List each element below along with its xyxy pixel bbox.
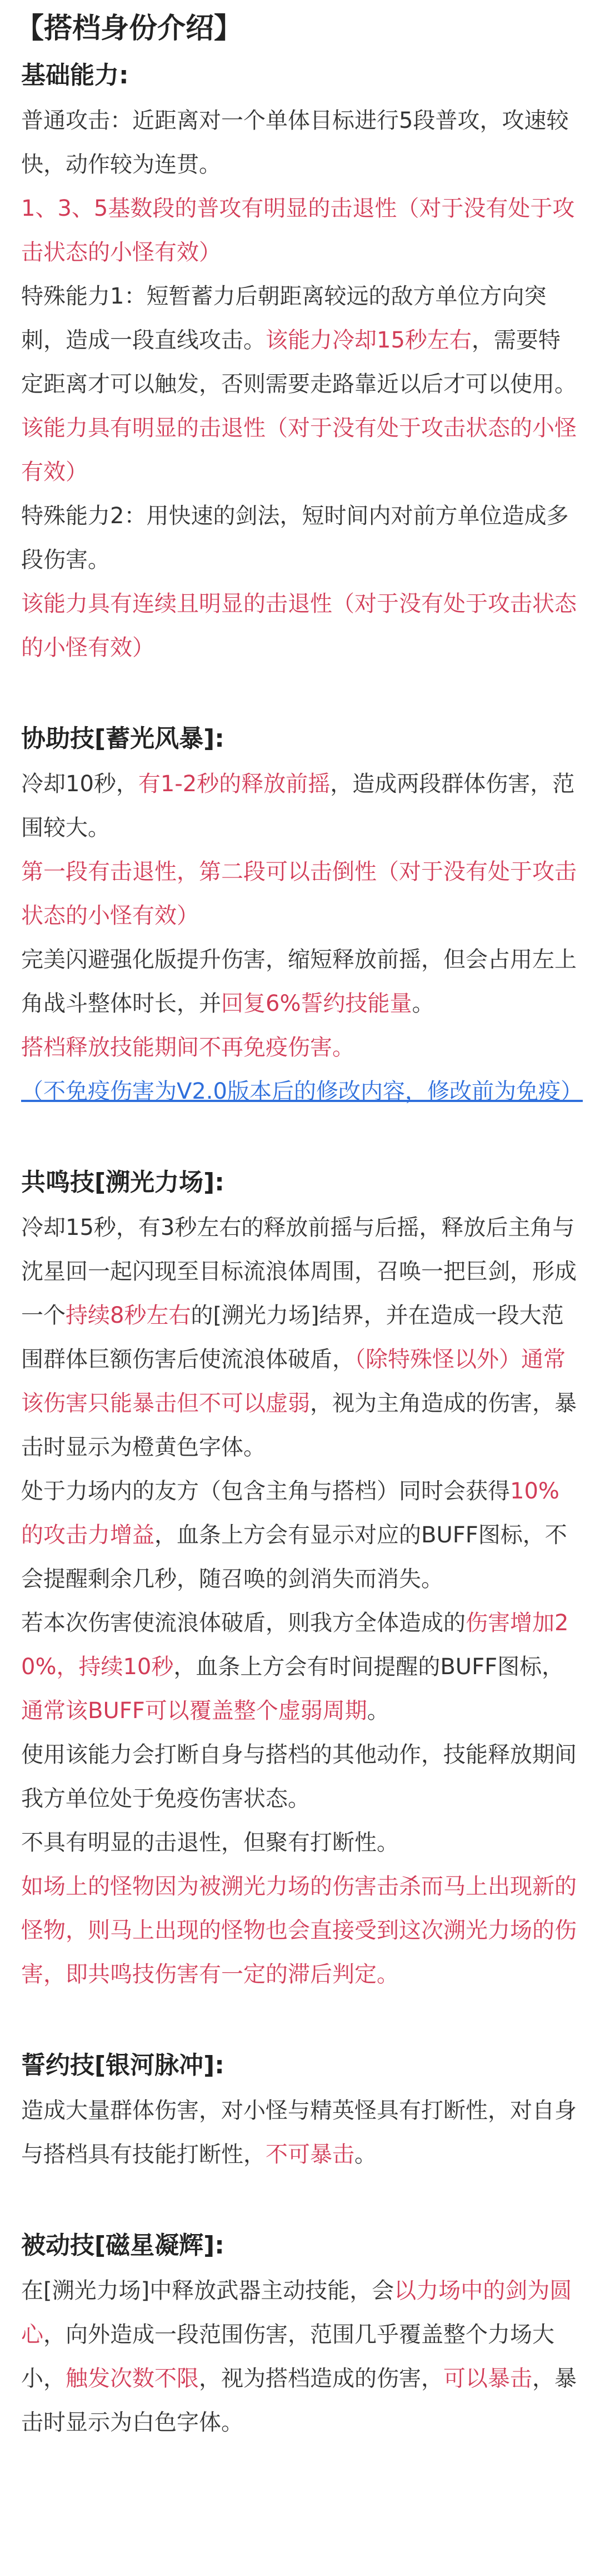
resonance-description	[21, 1206, 579, 1470]
text-run: ，向外造成一段范围伤害，范围几乎覆盖整个力场大小，	[21, 2322, 554, 2391]
text-run: 完美闪避强化版提升伤害，缩短释放前摇，但会占用左上角战斗整体时长，并	[21, 947, 577, 1016]
section-heading-basic: 基础能力:	[21, 61, 129, 90]
basic-normal-attack: 普通攻击：近距离对一个单体目标进行5段普攻，攻速较快，动作较为连贯。	[21, 108, 569, 177]
text-run: 若本次伤害使流浪体破盾，则我方全体造成的	[21, 1610, 466, 1636]
text-run: 冷却10秒，	[21, 771, 138, 797]
highlight-text: 有1-2秒的释放前摇	[138, 771, 331, 797]
section-heading-assist: 协助技[蓄光风暴]:	[21, 724, 224, 753]
resonance-knockback: 不具有明显的击退性，但聚有打断性。	[21, 1830, 399, 1855]
highlight-text: 10%的攻击力增益	[21, 1478, 559, 1548]
resonance-break-buff	[21, 1601, 579, 1733]
text-run: ，血条上方会有时间提醒的BUFF图标，	[173, 1654, 564, 1680]
highlight-text: 通常该BUFF可以覆盖整个虚弱周期	[21, 1698, 367, 1724]
text-run: ，血条上方会有显示对应的BUFF图标，不会提醒剩余几秒，随召唤的剑消失而消失。	[21, 1522, 567, 1592]
text-run: 冷却15秒，有3秒左右的释放前摇与后摇，释放后主角与沈星回一起闪现至目标流浪体周围，召唤一把巨剑，形成一个	[21, 1215, 577, 1328]
basic-special-2: 特殊能力2：用快速的剑法，短时间内对前方单位造成多段伤害。	[21, 503, 569, 573]
basic-knockback-note: 1、3、5基数段的普攻有明显的击退性（对于没有处于攻击状态的小怪有效）	[21, 196, 575, 265]
highlight-text: 伤害增加20%，持续10秒	[21, 1610, 569, 1680]
oath-description	[21, 2089, 579, 2177]
section-heading-oath: 誓约技[银河脉冲]:	[21, 2051, 224, 2079]
text-run: ，造成两段群体伤害，范围较大。	[21, 771, 575, 841]
section-heading-resonance: 共鸣技[溯光力场]:	[21, 1168, 224, 1197]
section-heading-passive: 被动技[磁星凝辉]:	[21, 2231, 224, 2260]
text-run: 处于力场内的友方（包含主角与搭档）同时会获得	[21, 1478, 510, 1504]
text-run: 造成大量群体伤害，对小怪与精英怪具有打断性，对自身与搭档具有技能打断性，	[21, 2098, 577, 2167]
highlight-text: 可以暴击	[443, 2366, 532, 2391]
text-run: ，暴击时显示为白色字体。	[21, 2366, 577, 2435]
passive-description	[21, 2269, 579, 2445]
spacer	[21, 1114, 579, 1159]
assist-version-link[interactable]: （不免疫伤害为V2.0版本后的修改内容，修改前为免疫）	[21, 1079, 583, 1104]
basic-special-2-note: 该能力具有连续且明显的击退性（对于没有处于攻击状态的小怪有效）	[21, 591, 577, 661]
text-run: 在[溯光力场]中释放武器主动技能，会	[21, 2278, 394, 2304]
highlight-text: 以力场中的剑为圆心	[21, 2278, 572, 2347]
spacer	[21, 670, 579, 716]
resonance-interrupt: 使用该能力会打断自身与搭档的其他动作，技能释放期间我方单位处于免疫伤害状态。	[21, 1742, 577, 1811]
text-run: 。	[367, 1698, 389, 1724]
resonance-field-buff	[21, 1470, 579, 1601]
page-title: 【搭档身份介绍】	[16, 12, 243, 45]
text-run: ，视为主角造成的伤害，暴击时显示为橙黄色字体。	[21, 1391, 577, 1460]
text-run: 。	[412, 991, 434, 1016]
text-run: ，视为搭档造成的伤害，	[199, 2366, 443, 2391]
highlight-text: （除特殊怪以外）通常该伤害只能暴击但不可以虚弱	[21, 1347, 566, 1416]
assist-knockback-note: 第一段有击退性，第二段可以击倒性（对于没有处于攻击状态的小怪有效）	[21, 859, 577, 929]
text-run: 的[溯光力场]结界，并在造成一段大范围群体巨额伤害后使流浪体破盾，	[21, 1303, 564, 1372]
text-run: 。	[354, 2142, 377, 2167]
assist-perfect-dodge	[21, 938, 579, 1026]
basic-special-1	[21, 275, 579, 406]
text-run: 特殊能力1：短暂蓄力后朝距离较远的敌方单位方向突刺，造成一段直线攻击。	[21, 284, 547, 353]
assist-cooldown	[21, 762, 579, 850]
highlight-text: 回复6%誓约技能量	[221, 991, 412, 1016]
assist-immunity-note: 搭档释放技能期间不再免疫伤害。	[21, 1035, 354, 1060]
highlight-text: 持续8秒左右	[66, 1303, 191, 1328]
resonance-delay-note: 如场上的怪物因为被溯光力场的伤害击杀而马上出现新的怪物，则马上出现的怪物也会直接受到这次溯光力场的伤害，即共鸣技伤害有一定的滞后判定。	[21, 1874, 577, 1987]
highlight-text: 触发次数不限	[66, 2366, 199, 2391]
spacer	[21, 2177, 579, 2222]
highlight-text: 不可暴击	[266, 2142, 354, 2167]
highlight-text: 该能力冷却15秒左右	[266, 327, 472, 353]
spacer	[21, 1997, 579, 2042]
basic-special-1-note: 该能力具有明显的击退性（对于没有处于攻击状态的小怪有效）	[21, 415, 577, 485]
text-run: ，需要特定距离才可以触发，否则需要走路靠近以后才可以使用。	[21, 327, 577, 397]
